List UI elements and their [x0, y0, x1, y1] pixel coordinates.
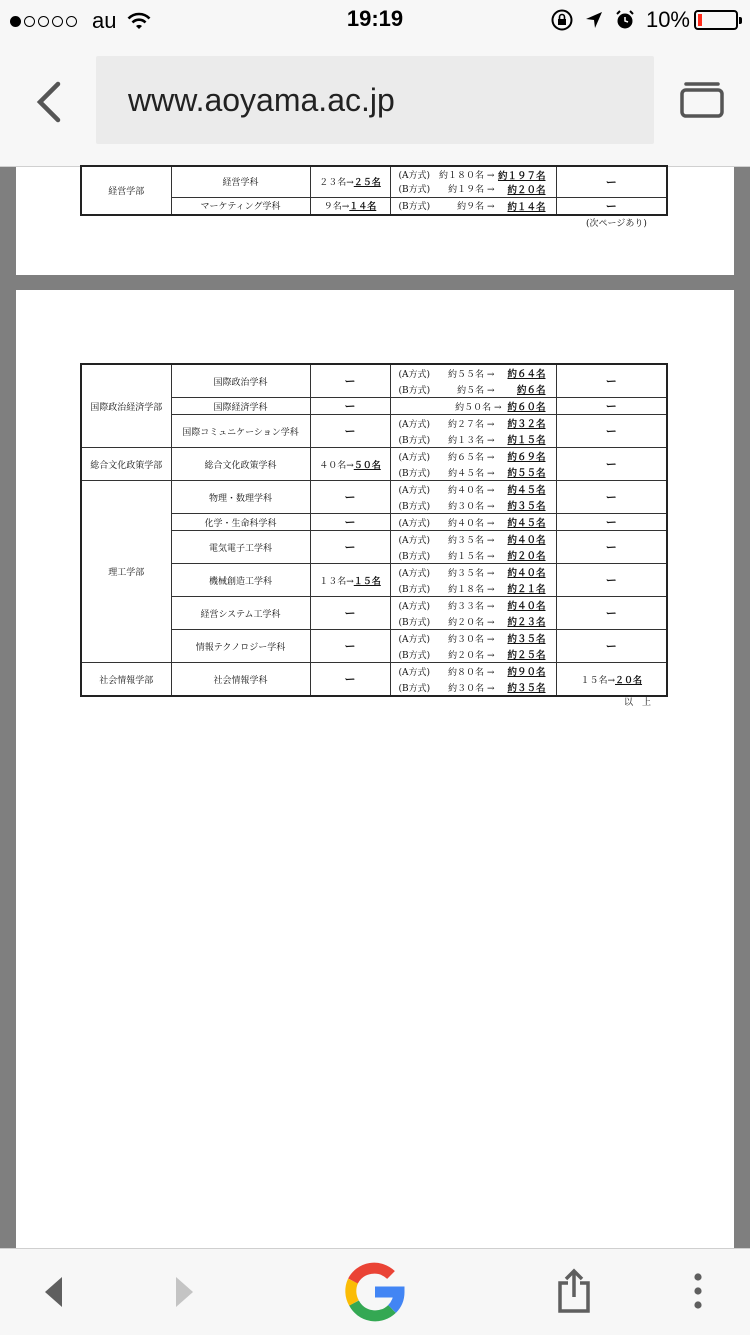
count-cell: ー — [310, 514, 390, 531]
other-cell: ー — [556, 415, 667, 448]
document-page — [16, 290, 734, 1248]
table-row — [81, 481, 667, 514]
count-cell: ４０名→５０名 — [310, 448, 390, 481]
other-cell: ー — [556, 197, 667, 215]
admission-table — [80, 165, 668, 216]
dept-cell: 化学・生命科学科 — [171, 514, 310, 531]
carrier-name: au — [92, 8, 117, 33]
alarm-icon — [614, 9, 636, 31]
quota-cell: (A方式) 約３５名 → 約４０名 (B方式) 約１８名 → 約２１名 — [390, 564, 556, 597]
browser-toolbar — [0, 40, 750, 167]
quota-cell: (A方式) 約５５名 → 約６４名 (B方式) 約５名 → 約６名 — [390, 364, 556, 398]
back-arrow-icon[interactable] — [42, 1275, 66, 1309]
count-cell: ー — [310, 481, 390, 514]
count-cell: ー — [310, 398, 390, 415]
count-cell: ー — [310, 415, 390, 448]
more-options-icon[interactable] — [690, 1271, 706, 1311]
other-cell: ー — [556, 364, 667, 398]
other-cell: ー — [556, 448, 667, 481]
quota-cell: (B方式) 約９名 → 約１４名 — [390, 197, 556, 215]
browser-bottom-bar — [0, 1248, 750, 1335]
rotation-lock-icon — [550, 8, 574, 32]
quota-cell: (A方式) 約８０名 → 約９０名 (B方式) 約３０名 → 約３５名 — [390, 663, 556, 697]
count-cell: ー — [310, 630, 390, 663]
dept-cell: マーケティング学科 — [171, 197, 310, 215]
faculty-cell: 理工学部 — [81, 481, 171, 663]
status-bar — [0, 0, 750, 40]
forward-arrow-icon[interactable] — [172, 1275, 196, 1309]
quota-cell: 約５０名 → 約６０名 — [390, 398, 556, 415]
battery-icon — [694, 10, 738, 30]
admission-table — [80, 363, 668, 697]
quota-cell: (A方式) 約４０名 → 約４５名 (B方式) 約３０名 → 約３５名 — [390, 481, 556, 514]
table-row — [81, 364, 667, 398]
quota-cell: (A方式) 約６５名 → 約６９名 (B方式) 約４５名 → 約５５名 — [390, 448, 556, 481]
quota-cell: (A方式) 約１８０名 → 約１９７名 (B方式) 約１９名 → 約２０名 — [390, 166, 556, 197]
other-cell: ー — [556, 481, 667, 514]
dept-cell: 社会情報学科 — [171, 663, 310, 697]
table-row — [81, 166, 667, 197]
quota-cell: (A方式) 約３０名 → 約３５名 (B方式) 約２０名 → 約２５名 — [390, 630, 556, 663]
count-cell: ９名→１４名 — [310, 197, 390, 215]
end-note: 以 上 — [624, 698, 652, 708]
url-bar[interactable]: www.aoyama.ac.jp — [96, 56, 654, 144]
dept-cell: 国際コミュニケーション学科 — [171, 415, 310, 448]
google-logo-icon[interactable] — [344, 1261, 406, 1323]
other-cell: ー — [556, 597, 667, 630]
share-icon[interactable] — [556, 1267, 592, 1315]
battery-percent: 10% — [645, 7, 690, 32]
faculty-cell: 総合文化政策学部 — [81, 448, 171, 481]
quota-cell: (A方式) 約３５名 → 約４０名 (B方式) 約１５名 → 約２０名 — [390, 531, 556, 564]
count-cell: ー — [310, 597, 390, 630]
other-cell: ー — [556, 166, 667, 197]
dept-cell: 国際経済学科 — [171, 398, 310, 415]
faculty-cell: 国際政治経済学部 — [81, 364, 171, 448]
count-cell: ２３名→２５名 — [310, 166, 390, 197]
count-cell: ー — [310, 663, 390, 697]
count-cell: １３名→１５名 — [310, 564, 390, 597]
tabs-icon[interactable] — [680, 80, 724, 118]
location-arrow-icon — [584, 10, 604, 30]
table-row — [81, 448, 667, 481]
faculty-cell: 社会情報学部 — [81, 663, 171, 697]
clock: 19:19 — [346, 6, 404, 31]
quota-cell: (A方式) 約３３名 → 約４０名 (B方式) 約２０名 → 約２３名 — [390, 597, 556, 630]
faculty-cell: 経営学部 — [81, 166, 171, 215]
quota-cell: (A方式) 約２７名 → 約３２名 (B方式) 約１３名 → 約１５名 — [390, 415, 556, 448]
back-chevron-icon[interactable] — [30, 80, 70, 124]
other-cell: １５名→２０名 — [556, 663, 667, 697]
other-cell: ー — [556, 398, 667, 415]
count-cell: ー — [310, 364, 390, 398]
dept-cell: 物理・数理学科 — [171, 481, 310, 514]
dept-cell: 電気電子工学科 — [171, 531, 310, 564]
table-row — [81, 663, 667, 697]
other-cell: ー — [556, 630, 667, 663]
dept-cell: 総合文化政策学科 — [171, 448, 310, 481]
next-page-note: (次ページあり) — [586, 219, 647, 229]
count-cell: ー — [310, 531, 390, 564]
dept-cell: 情報テクノロジー学科 — [171, 630, 310, 663]
other-cell: ー — [556, 531, 667, 564]
dept-cell: 機械創造工学科 — [171, 564, 310, 597]
dept-cell: 経営システム工学科 — [171, 597, 310, 630]
other-cell: ー — [556, 514, 667, 531]
other-cell: ー — [556, 564, 667, 597]
dept-cell: 国際政治学科 — [171, 364, 310, 398]
quota-cell: (A方式) 約４０名 → 約４５名 — [390, 514, 556, 531]
document-page — [16, 167, 734, 275]
dept-cell: 経営学科 — [171, 166, 310, 197]
